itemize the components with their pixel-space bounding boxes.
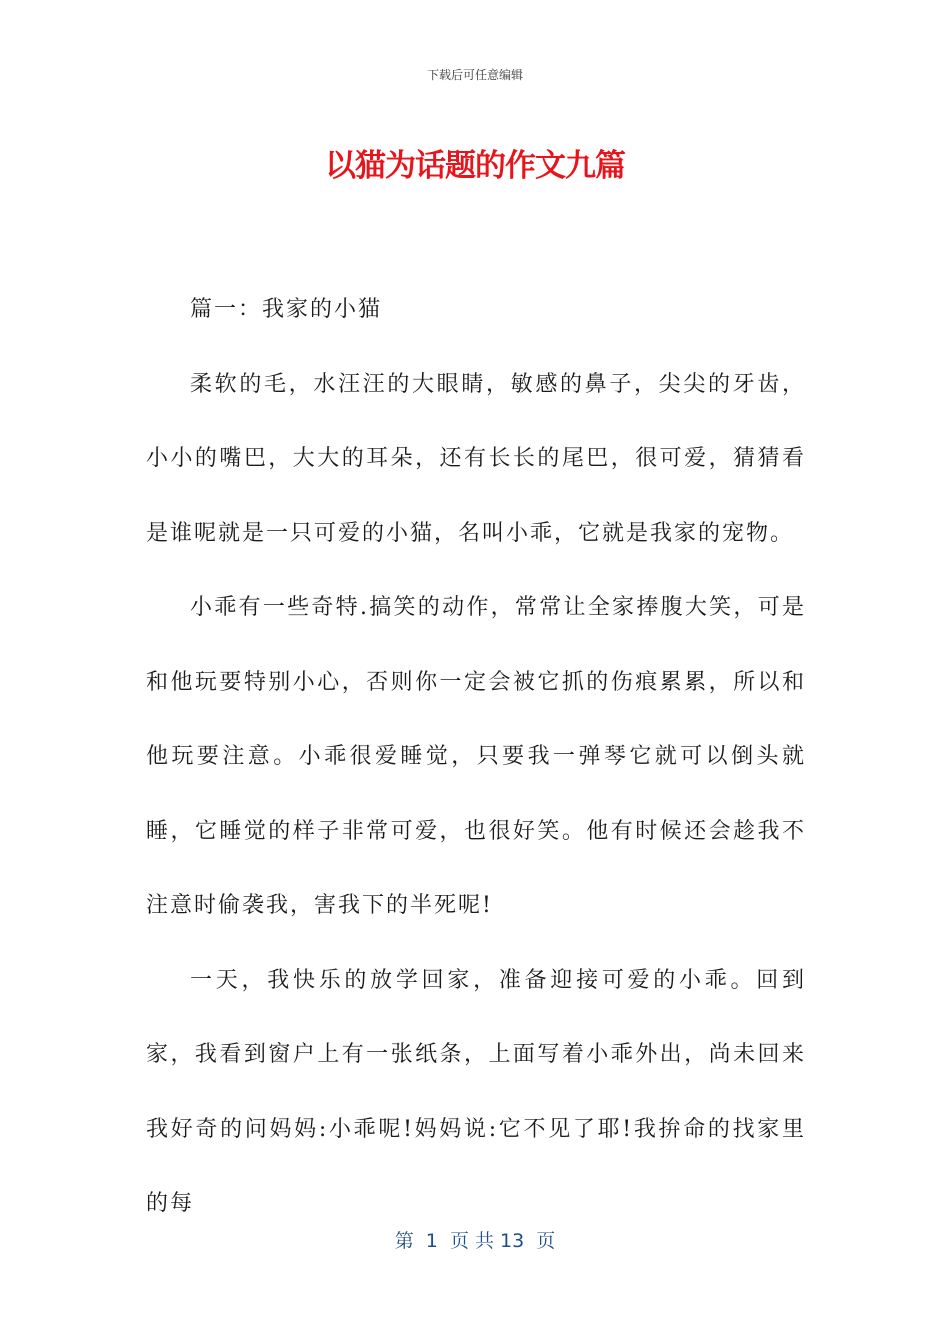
paragraph-section-heading: 篇一：我家的小猫 (190, 297, 383, 322)
paragraph: 小乖有一些奇特.搞笑的动作，常常让全家捧腹大笑，可是和他玩要特别小心，否则你一定会被它抓的伤痕累累，所以和他玩要注意。小乖很爱睡觉，只要我一弹琴它就可以倒头就睡，它睡觉的样子非常可爱，也很好笑。他有时候还会趁我不注意时偷袭我，害我下的半死呢! (146, 595, 806, 918)
document-body (146, 273, 806, 1242)
header-note: 下载后可任意编辑 (426, 68, 523, 82)
document-title: 以猫为话题的作文九篇 (325, 148, 625, 184)
page-number-footer: 第 1 页 共 13 页 (394, 1230, 556, 1252)
paragraph: 柔软的毛，水汪汪的大眼睛，敏感的鼻子，尖尖的牙齿，小小的嘴巴，大大的耳朵，还有长长的尾巴，很可爱，猜猜看是谁呢就是一只可爱的小猫，名叫小乖，它就是我家的宠物。 (146, 371, 806, 546)
paragraph: 一天，我快乐的放学回家，准备迎接可爱的小乖。回到家，我看到窗户上有一张纸条，上面写着小乖外出，尚未回来我好奇的问妈妈:小乖呢!妈妈说:它不见了耶!我拚命的找家里的每 (146, 967, 806, 1216)
